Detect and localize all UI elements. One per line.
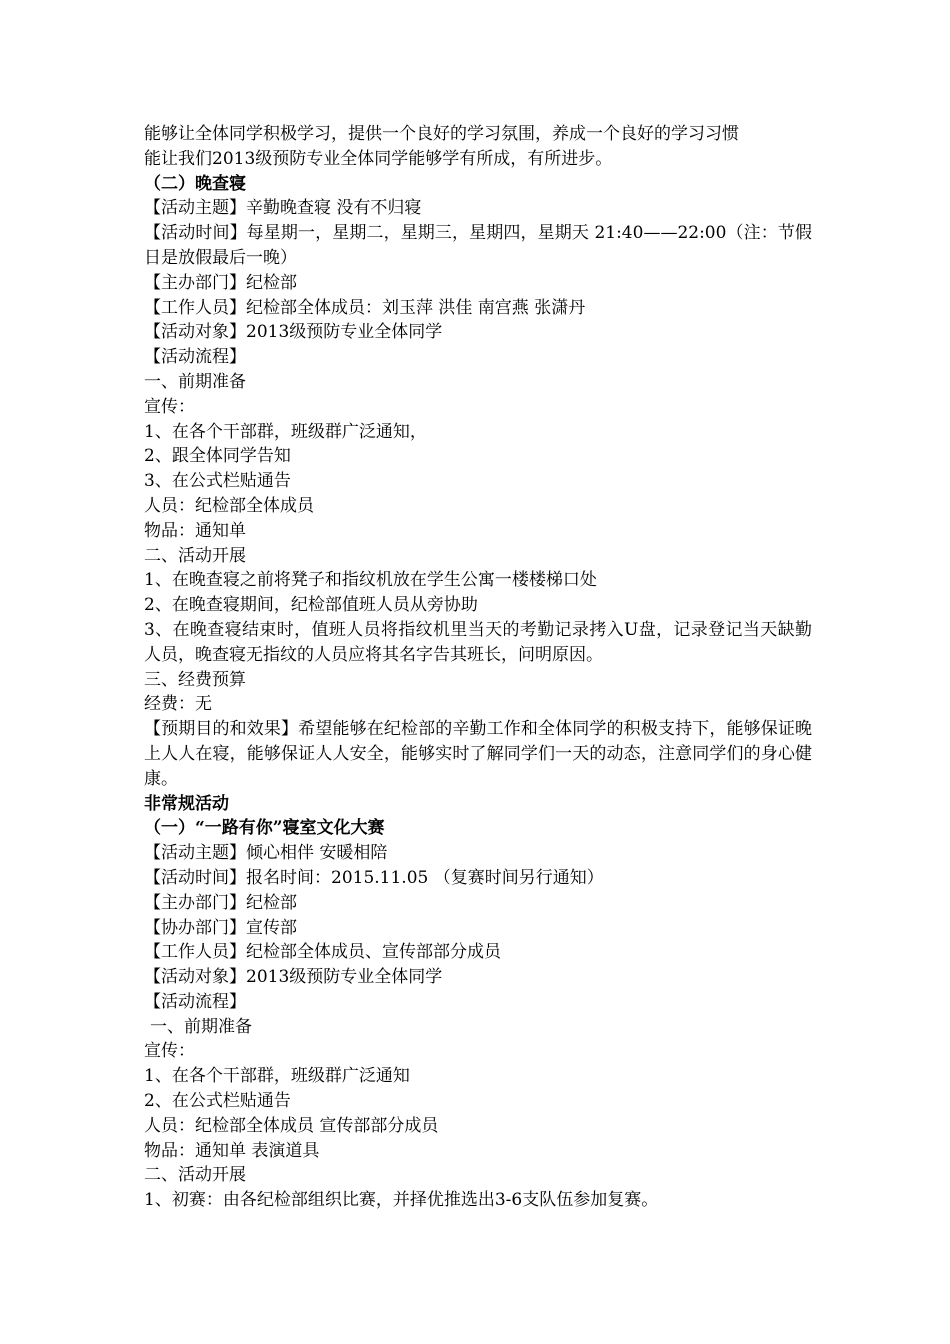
section-heading: （一）“一路有你”寝室文化大赛 [144,818,385,839]
section-heading: 非常规活动 [144,793,229,814]
text-line: 宣传： [144,396,195,417]
text-line: 1、在各个干部群，班级群广泛通知 [144,1066,410,1087]
text-line: 【主办部门】纪检部 [144,272,297,293]
text-line: 【活动主题】辛勤晚查寝 没有不归寝 [144,198,422,219]
text-line: 1、在晚查寝之前将凳子和指纹机放在学生公寓一楼楼梯口处 [144,570,597,591]
text-line: 一、前期准备 [150,1016,252,1037]
text-line: 【工作人员】纪检部全体成员、宣传部部分成员 [144,942,501,963]
document-page [144,122,812,1213]
text-line: 【主办部门】纪检部 [144,892,297,913]
text-line: 【活动流程】 [144,347,246,368]
text-line: 三、经费预算 [144,669,246,690]
text-line: 3、在公式栏贴通告 [144,471,291,492]
text-line: 能够让全体同学积极学习，提供一个良好的学习氛围，养成一个良好的学习习惯 [144,124,739,144]
text-line: 能让我们2013级预防专业全体同学能够学有所成，有所进步。 [144,148,613,169]
text-line: 2、在晚查寝期间，纪检部值班人员从旁协助 [144,595,478,616]
text-line: 【工作人员】纪检部全体成员：刘玉萍 洪佳 南宫燕 张潇丹 [144,297,586,318]
text-line: 【活动主题】倾心相伴 安暖相陪 [144,843,388,864]
text-line: 宣传： [144,1041,195,1062]
text-line: 物品：通知单 [144,520,246,541]
text-line: 经费：无 [144,694,212,715]
text-line: 【活动流程】 [144,991,246,1012]
text-line: 【活动对象】2013级预防专业全体同学 [144,967,443,988]
text-line: 一、前期准备 [144,371,246,392]
text-line: 二、活动开展 [144,545,246,566]
text-line: 1、在各个干部群，班级群广泛通知， [144,421,427,442]
text-line: 二、活动开展 [144,1165,246,1186]
text-line: 人员：纪检部全体成员 [144,495,314,516]
section-heading: （二）晚查寝 [144,173,246,194]
text-line: 【活动时间】每星期一，星期二，星期三，星期四，星期天 21:40——22:00（注：节假日是放假最后一晚） [144,223,812,268]
text-line: 3、在晚查寝结束时，值班人员将指纹机里当天的考勤记录拷入U盘，记录登记当天缺勤人员，晚查寝无指纹的人员应将其名字告其班长，问明原因。 [144,619,812,665]
text-line: 1、初赛：由各纪检部组织比赛，并择优推选出3-6支队伍参加复赛。 [144,1190,659,1211]
text-line: 【协办部门】宣传部 [144,917,297,938]
text-line: 【预期目的和效果】希望能够在纪检部的辛勤工作和全体同学的积极支持下，能够保证晚上人人在寝，能够保证人人安全，能够实时了解同学们一天的动态，注意同学们的身心健康。 [144,719,812,789]
text-line: 2、在公式栏贴通告 [144,1091,291,1112]
text-line: 物品：通知单 表演道具 [144,1140,320,1161]
text-line: 【活动对象】2013级预防专业全体同学 [144,322,443,343]
text-line: 【活动时间】报名时间：2015.11.05 （复赛时间另行通知） [144,867,604,888]
text-line: 人员：纪检部全体成员 宣传部部分成员 [144,1115,439,1136]
text-line: 2、跟全体同学告知 [144,446,291,467]
